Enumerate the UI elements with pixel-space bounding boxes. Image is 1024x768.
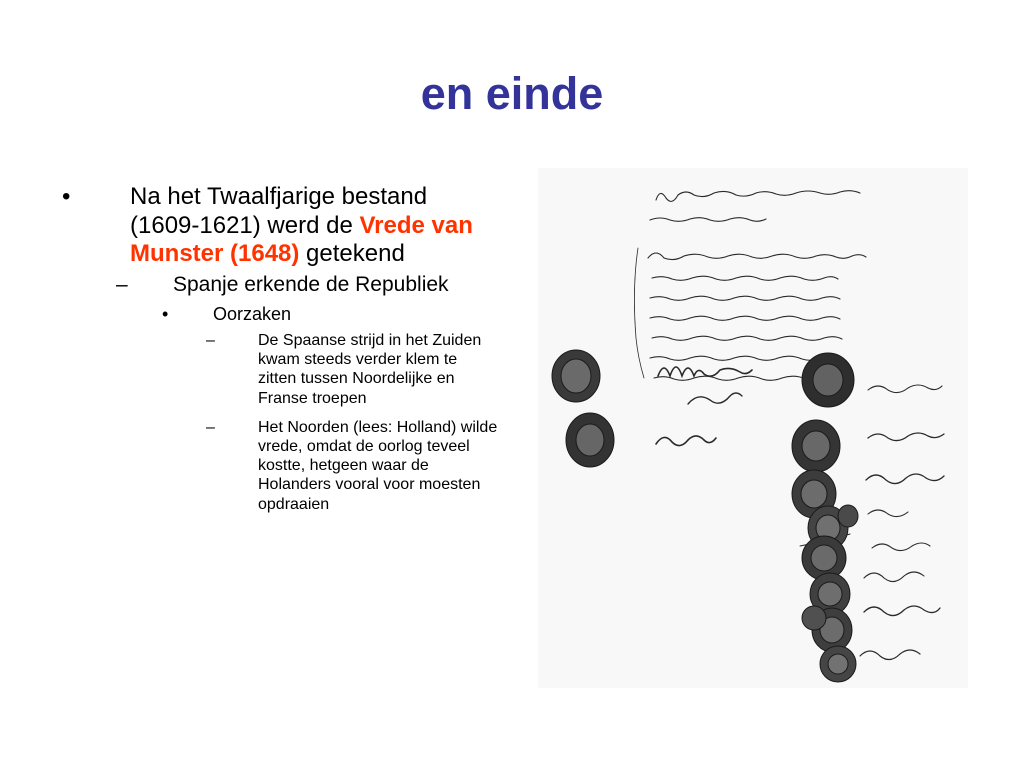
- sub-bullet-text: Oorzaken: [213, 303, 292, 324]
- sub-bullet-oorzaken: [58, 304, 498, 325]
- treaty-document-image: [538, 168, 968, 688]
- bullet-marker: •: [62, 183, 71, 210]
- sub-bullet-spanje: [58, 273, 498, 298]
- sub-bullet-text: De Spaanse strijd in het Zuiden kwam steeds verder klem te zitten tussen Noordelijke en Franse troepen: [258, 332, 482, 407]
- sub-bullet-spaanse-strijd: [58, 331, 498, 408]
- slide-title: en einde: [420, 68, 604, 119]
- bullet-list: [58, 183, 498, 514]
- dash-marker: –: [116, 272, 128, 296]
- bullet-marker: •: [162, 303, 169, 324]
- bullet-item-vrede: [58, 183, 498, 269]
- bullet-text: Na het Twaalfjarige bestand (1609-1621) werd de: [130, 183, 428, 239]
- sub-bullet-text: Spanje erkende de Republiek: [173, 272, 449, 296]
- document-drawing: [538, 168, 968, 688]
- highlight-vrede-van-munster: Vrede van Munster (1648): [130, 211, 473, 268]
- dash-marker: –: [206, 418, 215, 436]
- dash-marker: –: [206, 332, 215, 350]
- sub-bullet-noorden: [58, 418, 498, 514]
- bullet-text-end: getekend: [299, 240, 405, 268]
- sub-bullet-text: Het Noorden (lees: Holland) wilde vrede, omdat de oorlog teveel kostte, hetgeen waar de Holanders vooral voor moesten opdraaien: [258, 418, 498, 513]
